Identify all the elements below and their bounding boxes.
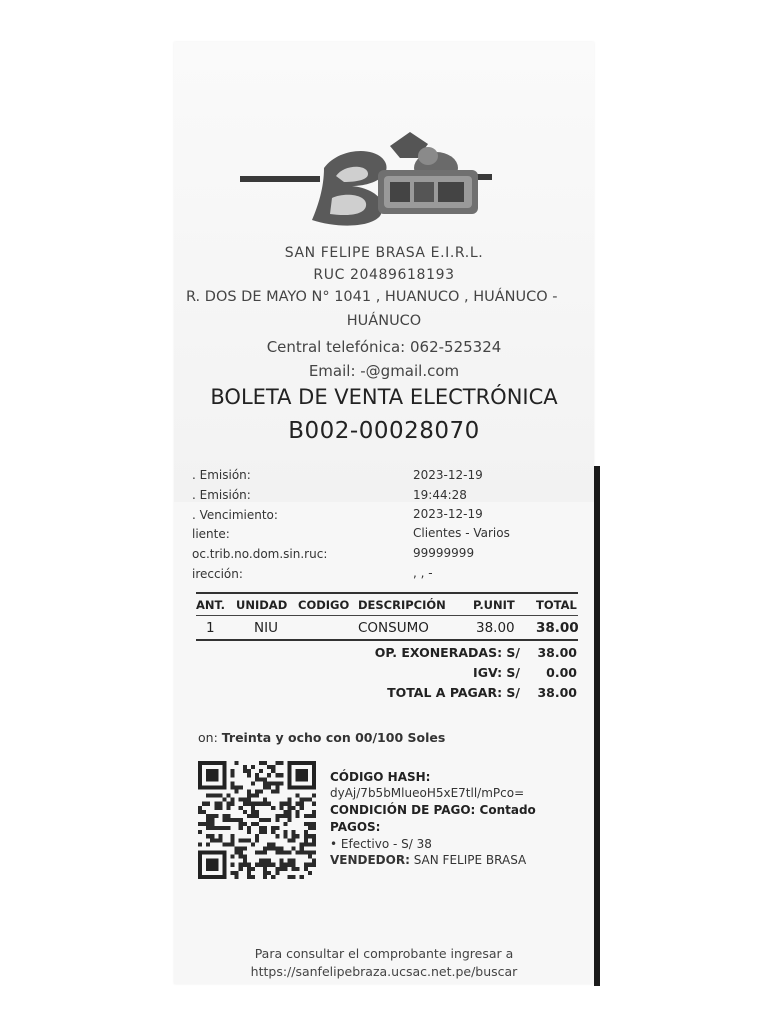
company-email: Email: -@gmail.com [308, 362, 460, 380]
detail-label: irección: [192, 567, 243, 581]
seller-value: SAN FELIPE BRASA [413, 853, 527, 867]
total-value: 38.00 [537, 645, 577, 660]
cell-total: 38.00 [536, 620, 579, 636]
cell-unit: NIU [254, 620, 278, 636]
detail-label: liente: [192, 527, 230, 541]
column-header: DESCRIPCIÓN [358, 598, 446, 612]
background-edge [594, 466, 600, 986]
seller-label: VENDEDOR: [330, 853, 410, 867]
total-value: 0.00 [546, 665, 577, 680]
table-top-rule [196, 592, 578, 594]
document-type: BOLETA DE VENTA ELECTRÓNICA [210, 385, 558, 409]
column-header: TOTAL [536, 598, 577, 612]
payment-condition: CONDICIÓN DE PAGO: Contado [330, 803, 536, 817]
total-label: TOTAL A PAGAR: S/ [387, 685, 520, 700]
footer-line1: Para consultar el comprobante ingresar a [254, 946, 514, 961]
hash-value: dyAj/7b5bMlueoH5xE7tll/mPco= [330, 786, 525, 800]
column-header: UNIDAD [236, 598, 288, 612]
detail-value: Clientes - Varios [413, 526, 510, 540]
amount-in-words [198, 730, 445, 745]
cell-unit-price: 38.00 [476, 620, 515, 636]
total-label: OP. EXONERADAS: S/ [374, 645, 520, 660]
cell-qty: 1 [206, 620, 215, 636]
cell-description: CONSUMO [358, 620, 429, 636]
rooster-logo-icon [240, 128, 492, 232]
detail-label: . Vencimiento: [192, 508, 278, 522]
detail-value: , , - [413, 566, 433, 580]
column-header: ANT. [196, 598, 225, 612]
header-rule [196, 615, 578, 616]
company-name: SAN FELIPE BRASA E.I.R.L. [284, 245, 484, 261]
column-header: P.UNIT [473, 598, 515, 612]
detail-value: 2023-12-19 [413, 468, 483, 482]
company-address-line2: HUÁNUCO [346, 313, 422, 329]
detail-value: 2023-12-19 [413, 507, 483, 521]
company-address-line1: R. DOS DE MAYO N° 1041 , HUANUCO , HUÁNUCO - [186, 289, 558, 305]
detail-label: . Emisión: [192, 488, 251, 502]
company-ruc: RUC 20489618193 [313, 267, 455, 283]
amount-words-prefix: on: [198, 730, 222, 745]
document-number: B002-00028070 [288, 418, 480, 444]
total-label: IGV: S/ [473, 665, 520, 680]
qr-code-icon [198, 760, 316, 880]
hash-label: CÓDIGO HASH: [330, 770, 431, 784]
detail-label: . Emisión: [192, 468, 251, 482]
company-phone: Central telefónica: 062-525324 [266, 338, 502, 356]
detail-value: 19:44:28 [413, 488, 467, 502]
detail-value: 99999999 [413, 546, 475, 560]
footer-link: https://sanfelipebraza.ucsac.net.pe/buscar [250, 964, 518, 979]
seller-line [330, 853, 526, 867]
amount-words-text: Treinta y ocho con 00/100 Soles [221, 730, 446, 745]
receipt [174, 42, 594, 984]
column-header: CODIGO [298, 598, 350, 612]
payment-item: • Efectivo - S/ 38 [330, 837, 432, 851]
total-value: 38.00 [537, 685, 577, 700]
payments-label: PAGOS: [330, 820, 381, 834]
detail-label: oc.trib.no.dom.sin.ruc: [192, 547, 328, 561]
table-bottom-rule [196, 639, 578, 641]
